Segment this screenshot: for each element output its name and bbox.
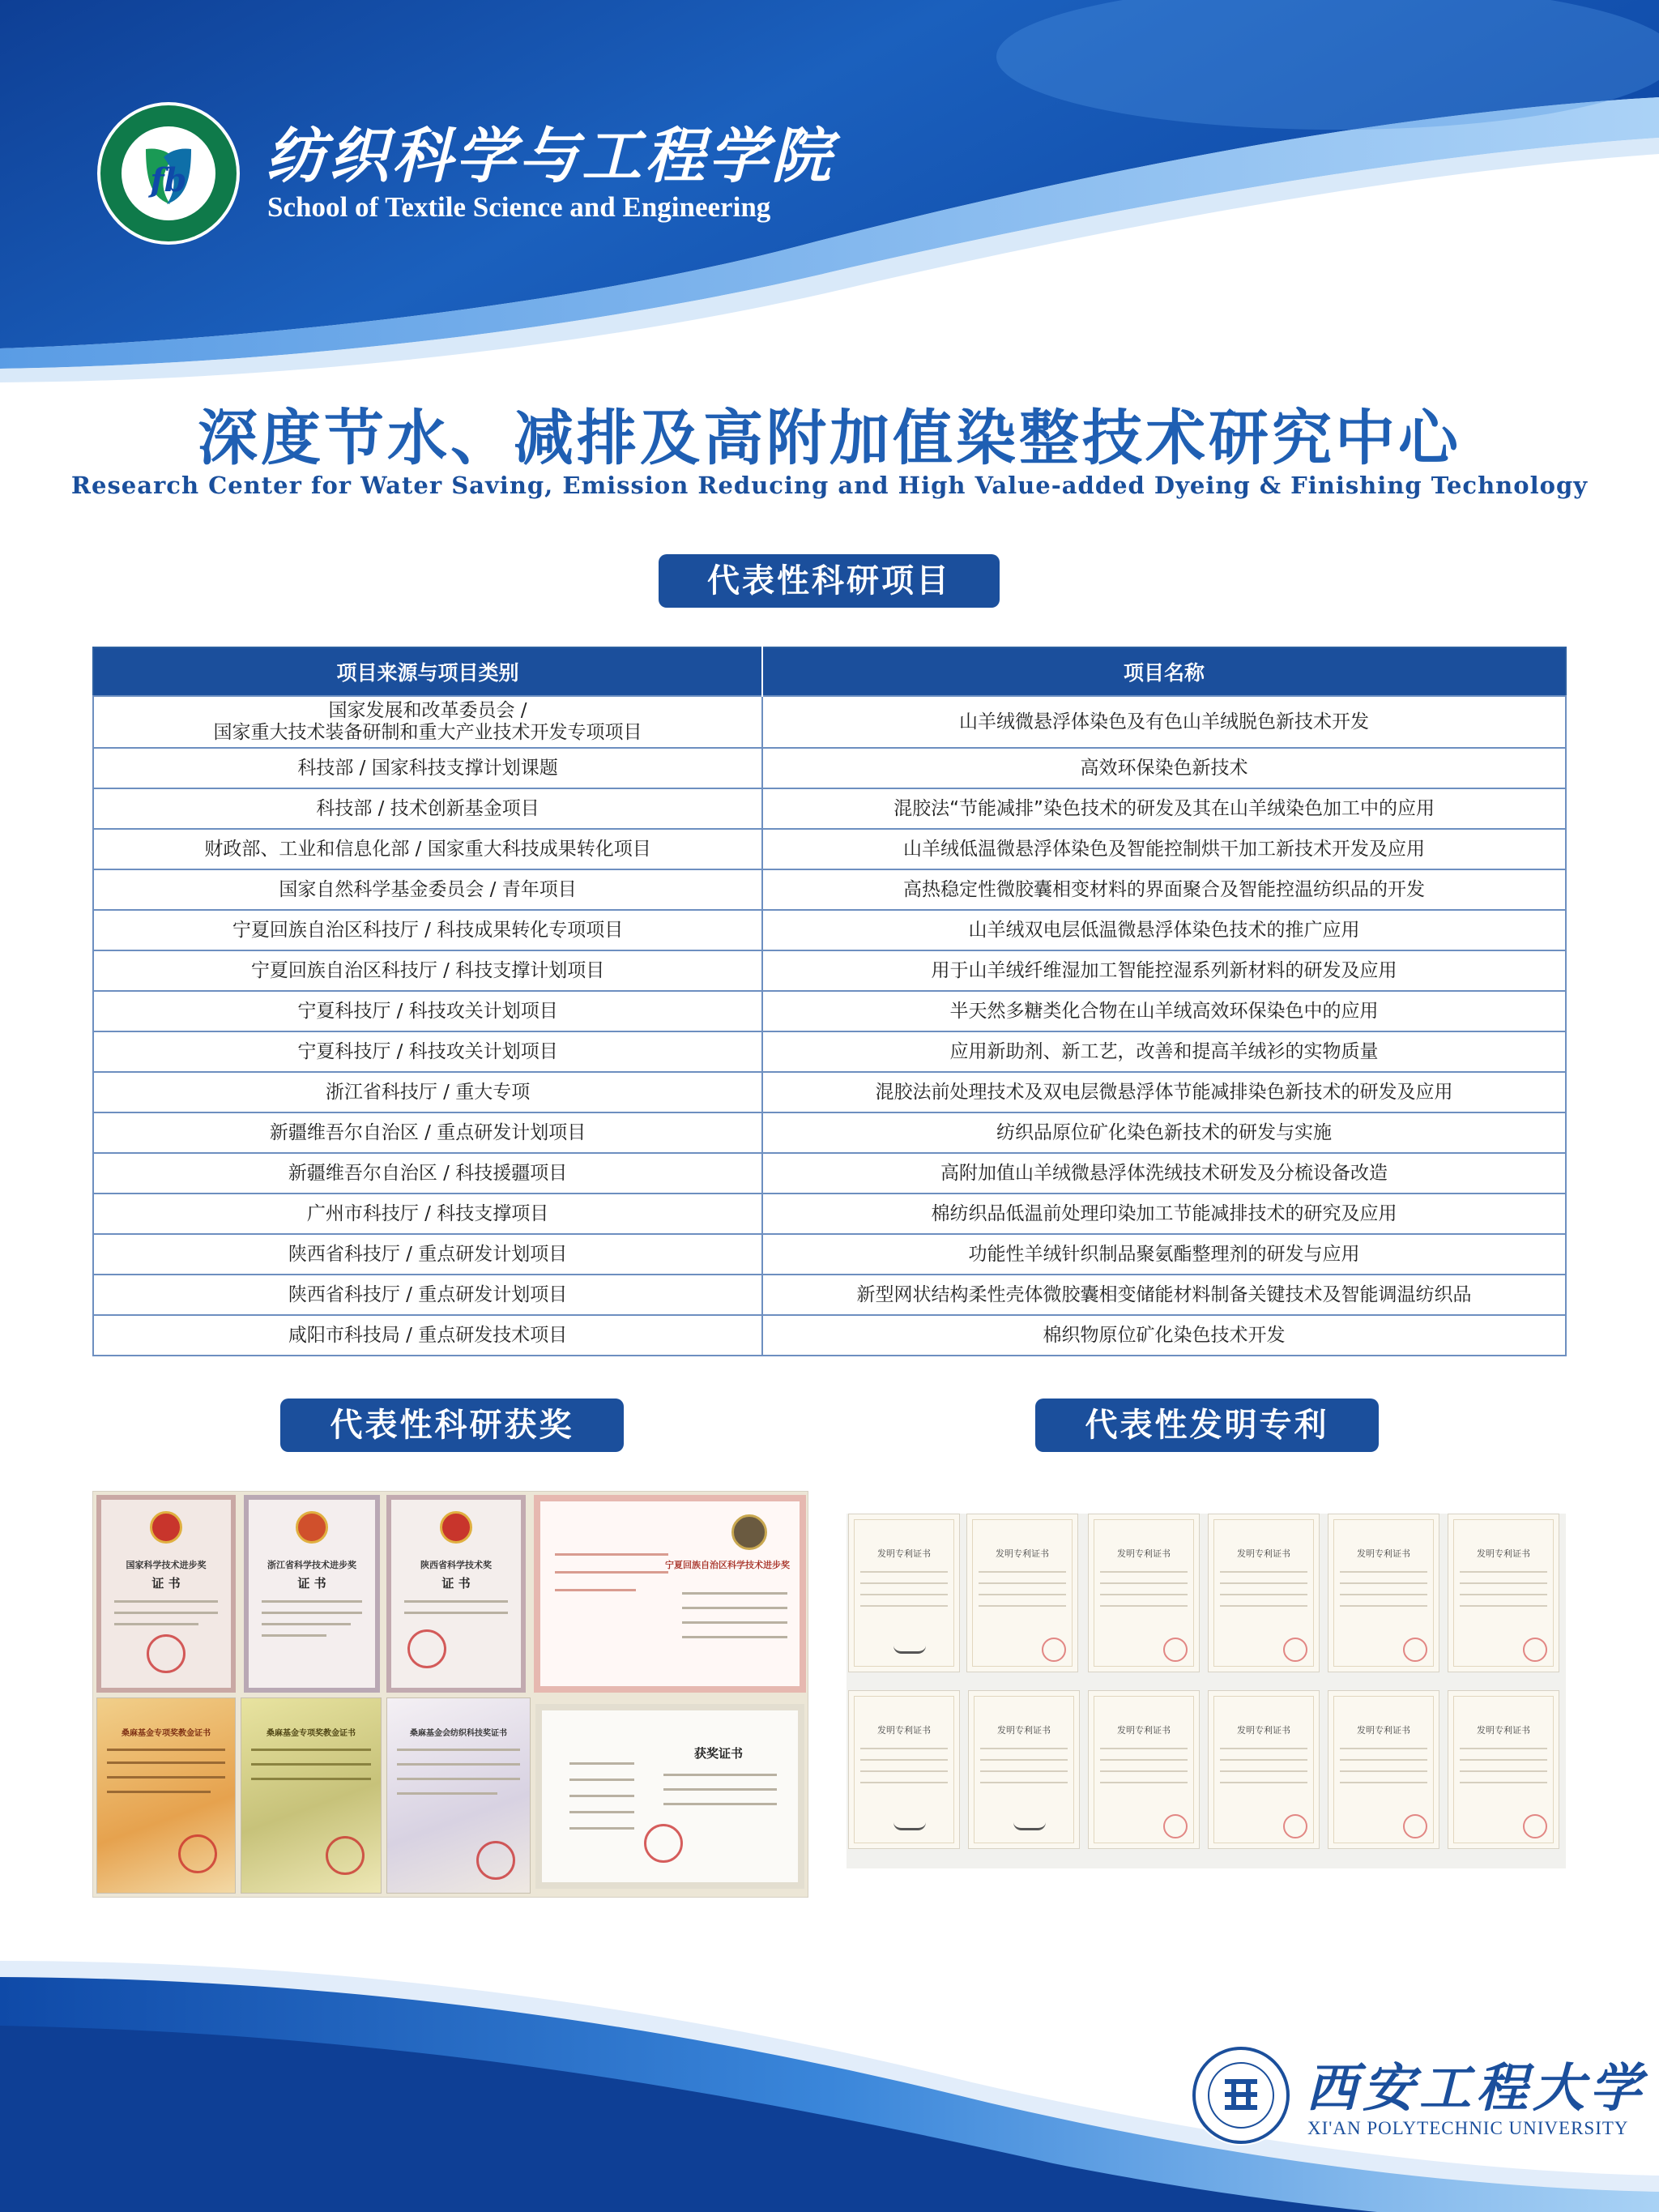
- text-line: [663, 1774, 777, 1776]
- university-emblem-icon: [1189, 2043, 1293, 2147]
- text-line: [404, 1612, 508, 1614]
- text-line: [262, 1612, 362, 1614]
- text-line: [262, 1634, 326, 1637]
- national-emblem-icon: [150, 1511, 182, 1544]
- text-line: [569, 1762, 634, 1765]
- signature: [893, 1822, 926, 1830]
- projects-table: [92, 647, 1567, 1356]
- project-source-cell: 财政部、工业和信息化部 / 国家重大科技成果转化项目: [93, 829, 762, 869]
- project-name-cell: 棉纺织品低温前处理印染加工节能减排技术的研究及应用: [762, 1194, 1566, 1234]
- table-row: [93, 1315, 1566, 1356]
- text-line: [397, 1763, 520, 1766]
- certificate-header: 国家科学技术进步奖: [126, 1560, 207, 1570]
- award-certificate: [534, 1495, 806, 1693]
- text-line: [114, 1600, 218, 1603]
- university-name-cn: 西安工程大学: [1306, 2058, 1646, 2119]
- patent-certificate: [1088, 1514, 1200, 1672]
- signature: [1013, 1822, 1046, 1830]
- project-name-cell: 半天然多糖类化合物在山羊绒高效环保染色中的应用: [762, 991, 1566, 1031]
- column-header-name: 项目名称: [762, 647, 1566, 696]
- project-source-cell: 陕西省科技厅 / 重点研发计划项目: [93, 1234, 762, 1275]
- certificate-title: 证 书: [297, 1576, 326, 1591]
- project-source-cell: 宁夏回族自治区科技厅 / 科技成果转化专项项目: [93, 910, 762, 950]
- table-row: [93, 1194, 1566, 1234]
- project-source-cell: 新疆维吾尔自治区 / 科技援疆项目: [93, 1153, 762, 1194]
- text-line: [114, 1612, 218, 1614]
- text-line: [397, 1749, 520, 1751]
- text-line: [262, 1623, 351, 1625]
- certificate-header: 浙江省科学技术进步奖: [267, 1560, 356, 1570]
- project-source-cell: 国家自然科学基金委员会 / 青年项目: [93, 869, 762, 910]
- patent-certificate: [1208, 1514, 1320, 1672]
- project-source-line: 国家发展和改革委员会 /: [328, 700, 527, 721]
- patent-title: 发明专利证书: [997, 1725, 1051, 1736]
- table-row: [93, 788, 1566, 829]
- column-header-source: 项目来源与项目类别: [93, 647, 762, 696]
- red-seal-icon: [1523, 1814, 1547, 1838]
- table-row: [93, 950, 1566, 991]
- page-title: 深度节水、减排及高附加值染整技术研究中心: [198, 404, 1461, 473]
- patent-certificate: [1208, 1690, 1320, 1849]
- project-name-cell: 应用新助剂、新工艺，改善和提高羊绒衫的实物质量: [762, 1031, 1566, 1072]
- award-certificate: [386, 1697, 531, 1894]
- signature: [893, 1646, 926, 1654]
- project-name-cell: 棉织物原位矿化染色技术开发: [762, 1315, 1566, 1356]
- red-seal-icon: [326, 1836, 365, 1875]
- certificate-title: 获奖证书: [693, 1746, 743, 1761]
- project-source-cell: 科技部 / 技术创新基金项目: [93, 788, 762, 829]
- section-heading-projects: 代表性科研项目: [659, 554, 1000, 608]
- certificate-header: 桑麻基金会纺织科技奖证书: [410, 1729, 507, 1738]
- red-seal-icon: [1283, 1638, 1307, 1662]
- red-seal-icon: [476, 1841, 515, 1880]
- header-background: [0, 0, 1659, 389]
- project-name-cell: 高热稳定性微胶囊相变材料的界面聚合及智能控温纺织品的开发: [762, 869, 1566, 910]
- patent-title: 发明专利证书: [877, 1725, 931, 1736]
- text-line: [107, 1776, 225, 1779]
- awards-certificates-photo: [92, 1491, 808, 1898]
- text-line: [682, 1636, 787, 1638]
- patent-title: 发明专利证书: [996, 1548, 1049, 1559]
- certificate-title: 证 书: [441, 1576, 471, 1591]
- text-line: [555, 1553, 668, 1556]
- project-source-cell: 新疆维吾尔自治区 / 重点研发计划项目: [93, 1112, 762, 1153]
- text-line: [569, 1795, 634, 1797]
- text-line: [251, 1778, 371, 1780]
- patent-title: 发明专利证书: [1477, 1548, 1530, 1559]
- text-line: [262, 1600, 362, 1603]
- patent-title: 发明专利证书: [1117, 1548, 1171, 1559]
- project-source-cell: 浙江省科技厅 / 重大专项: [93, 1072, 762, 1112]
- red-seal-icon: [1403, 1638, 1427, 1662]
- text-line: [397, 1778, 520, 1780]
- red-seal-icon: [1163, 1814, 1188, 1838]
- university-name-en: XI'AN POLYTECHNIC UNIVERSITY: [1307, 2118, 1629, 2138]
- red-seal-icon: [407, 1629, 446, 1668]
- text-line: [663, 1788, 777, 1791]
- project-source-line: 国家重大技术装备研制和重大产业技术开发专项项目: [213, 722, 642, 743]
- red-seal-icon: [1042, 1638, 1066, 1662]
- school-emblem-icon: [96, 100, 241, 246]
- award-certificate: [96, 1697, 236, 1894]
- award-certificate: [244, 1495, 380, 1693]
- text-line: [397, 1792, 497, 1795]
- project-name-cell: 用于山羊绒纤维湿加工智能控湿系列新材料的研发及应用: [762, 950, 1566, 991]
- text-line: [107, 1749, 225, 1751]
- table-row: [93, 1275, 1566, 1315]
- project-name-cell: 混胶法“节能减排”染色技术的研发及其在山羊绒染色加工中的应用: [762, 788, 1566, 829]
- table-row: [93, 991, 1566, 1031]
- text-line: [663, 1803, 777, 1805]
- section-heading-awards: 代表性科研获奖: [280, 1399, 624, 1452]
- project-name-cell: 山羊绒微悬浮体染色及有色山羊绒脱色新技术开发: [762, 696, 1566, 748]
- patent-certificate: [966, 1514, 1078, 1672]
- patent-certificate: [1328, 1690, 1439, 1849]
- project-name-cell: 新型网状结构柔性壳体微胶囊相变储能材料制备关键技术及智能调温纺织品: [762, 1275, 1566, 1315]
- patent-title: 发明专利证书: [1357, 1548, 1410, 1559]
- certificate-title: 证 书: [151, 1576, 181, 1591]
- red-seal-icon: [1283, 1814, 1307, 1838]
- patent-certificate: [1448, 1514, 1559, 1672]
- school-name-cn: 纺织科学与工程学院: [266, 122, 834, 191]
- patent-title: 发明专利证书: [1237, 1725, 1290, 1736]
- certificate-header: 桑麻基金专项奖教金证书: [122, 1729, 211, 1738]
- project-source-cell: 科技部 / 国家科技支撑计划课题: [93, 748, 762, 788]
- certificate-header: 陕西省科学技术奖: [420, 1560, 492, 1570]
- table-row: [93, 869, 1566, 910]
- award-certificate: [96, 1495, 236, 1693]
- project-source-cell: 宁夏回族自治区科技厅 / 科技支撑计划项目: [93, 950, 762, 991]
- text-line: [682, 1621, 787, 1624]
- patent-certificate: [848, 1690, 960, 1849]
- award-certificate: [241, 1697, 382, 1894]
- red-seal-icon: [178, 1834, 217, 1873]
- text-line: [107, 1761, 225, 1764]
- table-row: [93, 1153, 1566, 1194]
- table-row: [93, 1031, 1566, 1072]
- project-name-cell: 功能性羊绒针织制品聚氨酯整理剂的研发与应用: [762, 1234, 1566, 1275]
- table-row: [93, 829, 1566, 869]
- project-source-cell: 咸阳市科技局 / 重点研发技术项目: [93, 1315, 762, 1356]
- patent-title: 发明专利证书: [1477, 1725, 1530, 1736]
- patent-title: 发明专利证书: [1357, 1725, 1410, 1736]
- patent-certificate: [848, 1514, 960, 1672]
- patent-title: 发明专利证书: [877, 1548, 931, 1559]
- project-name-cell: 纺织品原位矿化染色新技术的研发与实施: [762, 1112, 1566, 1153]
- project-name-cell: 高附加值山羊绒微悬浮体洗绒技术研发及分梳设备改造: [762, 1153, 1566, 1194]
- red-seal-icon: [1523, 1638, 1547, 1662]
- red-seal-icon: [1163, 1638, 1188, 1662]
- text-line: [682, 1592, 787, 1595]
- national-emblem-icon: [731, 1514, 767, 1550]
- table-row: [93, 748, 1566, 788]
- project-source-cell: 宁夏科技厅 / 科技攻关计划项目: [93, 991, 762, 1031]
- project-name-cell: 混胶法前处理技术及双电层微悬浮体节能减排染色新技术的研发及应用: [762, 1072, 1566, 1112]
- text-line: [555, 1589, 636, 1591]
- project-source-cell: 陕西省科技厅 / 重点研发计划项目: [93, 1275, 762, 1315]
- project-source-cell: 宁夏科技厅 / 科技攻关计划项目: [93, 1031, 762, 1072]
- table-row: [93, 1234, 1566, 1275]
- red-seal-icon: [644, 1824, 683, 1863]
- text-line: [251, 1763, 371, 1766]
- table-row: [93, 1112, 1566, 1153]
- text-line: [251, 1749, 371, 1751]
- project-name-cell: 高效环保染色新技术: [762, 748, 1566, 788]
- patent-certificate: [968, 1690, 1080, 1849]
- red-seal-icon: [147, 1634, 186, 1673]
- project-source-cell: 广州市科技厅 / 科技支撑项目: [93, 1194, 762, 1234]
- text-line: [107, 1791, 211, 1793]
- national-emblem-icon: [440, 1511, 472, 1544]
- project-name-cell: 山羊绒低温微悬浮体染色及智能控制烘干加工新技术开发及应用: [762, 829, 1566, 869]
- page-subtitle: Research Center for Water Saving, Emission Reducing and High Value-added Dyeing & Finishing Technology: [70, 472, 1589, 499]
- text-line: [569, 1811, 634, 1813]
- text-line: [114, 1623, 198, 1625]
- award-certificate: [535, 1704, 804, 1889]
- project-source-cell: [93, 696, 762, 748]
- table-row: [93, 1072, 1566, 1112]
- certificate-header: 桑麻基金专项奖教金证书: [267, 1729, 356, 1738]
- table-row: [93, 910, 1566, 950]
- text-line: [404, 1600, 508, 1603]
- text-line: [569, 1827, 634, 1830]
- patent-certificate: [1328, 1514, 1439, 1672]
- project-name-cell: 山羊绒双电层低温微悬浮体染色技术的推广应用: [762, 910, 1566, 950]
- text-line: [569, 1779, 634, 1781]
- award-certificate: [386, 1495, 526, 1693]
- national-emblem-icon: [296, 1511, 328, 1544]
- section-heading-patents: 代表性发明专利: [1035, 1399, 1379, 1452]
- certificate-header: 宁夏回族自治区科学技术进步奖: [665, 1560, 790, 1570]
- patent-title: 发明专利证书: [1117, 1725, 1171, 1736]
- text-line: [555, 1571, 668, 1574]
- red-seal-icon: [1403, 1814, 1427, 1838]
- patent-title: 发明专利证书: [1237, 1548, 1290, 1559]
- svg-text:fb: fb: [150, 161, 187, 199]
- school-name-en: School of Textile Science and Engineering: [267, 191, 771, 223]
- patents-certificates-photo: [847, 1514, 1566, 1868]
- table-header-row: [93, 647, 1566, 696]
- patent-certificate: [1088, 1690, 1200, 1849]
- table-row: [93, 696, 1566, 748]
- patent-certificate: [1448, 1690, 1559, 1849]
- text-line: [682, 1607, 787, 1609]
